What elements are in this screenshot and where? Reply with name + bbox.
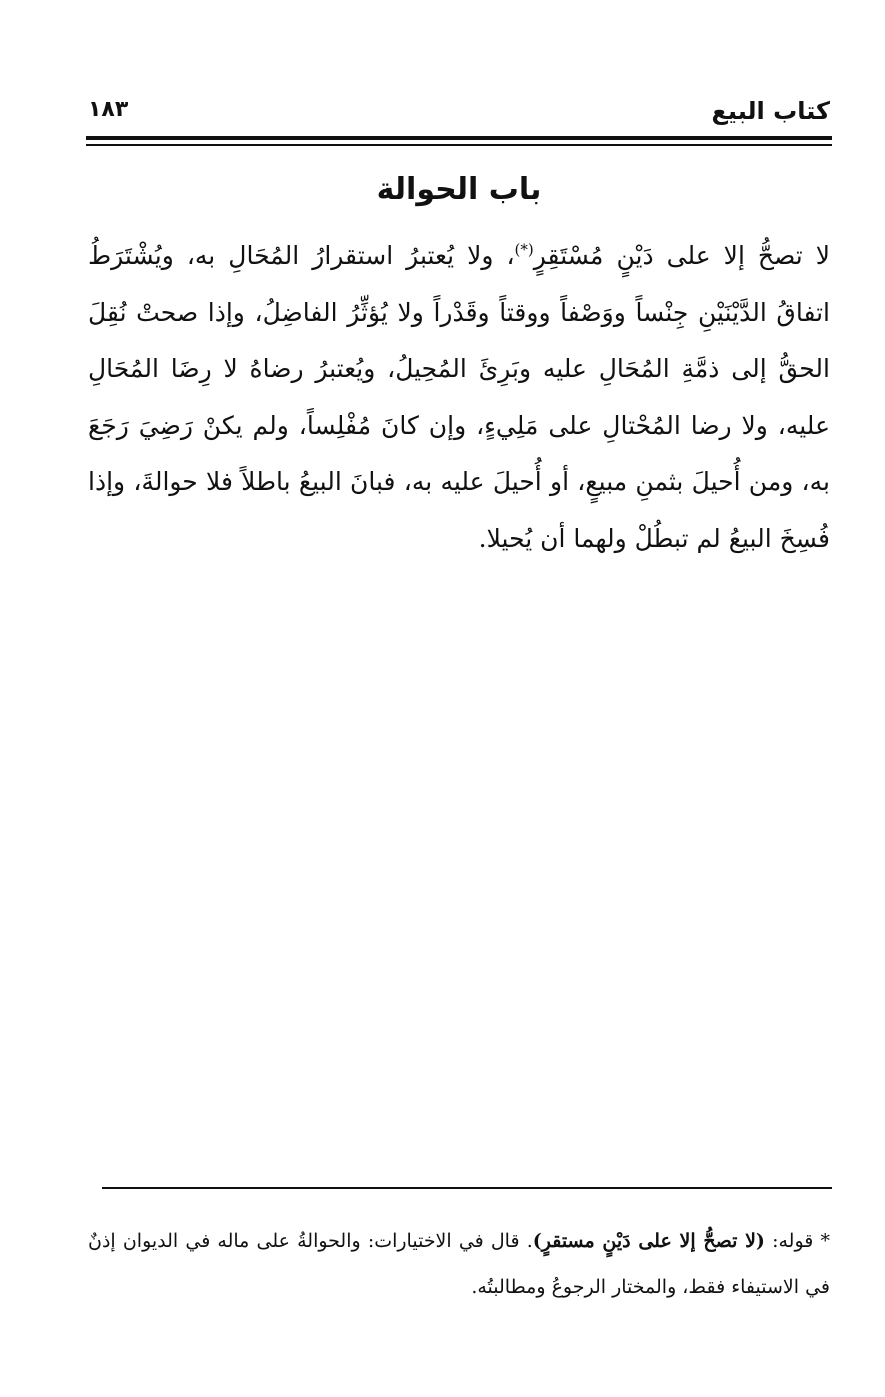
- footnote-marker: *: [820, 1230, 830, 1252]
- footnote: [88, 1218, 830, 1310]
- running-head: [88, 95, 830, 135]
- body-paragraph: [88, 228, 830, 567]
- body-text-part1: لا تصحُّ إلا على دَيْنٍ مُسْتَقِرٍ: [533, 241, 830, 270]
- body-text-part2: ، ولا يُعتبرُ استقرارُ المُحَالِ به، ويُشْتَرَطُ اتفاقُ الدَّيْنَيْنِ جِنْساً ووَصْفاً ووقتاً وقَدْراً ولا يُؤثِّرُ الفاضِلُ، وإذا صحتْ نُقِلَ الحقُّ إلى ذمَّةِ المُحَالِ عليه وبَرِئَ المُحِيلُ، ويُعتبرُ رضاهُ لا رِضَا المُحَالِ عليه، ولا رضا المُحْتالِ على مَلِيءٍ، وإن كانَ مُفْلِساً، ولم يكنْ رَضِيَ رَجَعَ به، ومن أُحيلَ بثمنِ مبيعٍ، أو أُحيلَ عليه به، فبانَ البيعُ باطلاً فلا حوالةَ، وإذا فُسِخَ البيعُ لم تبطُلْ ولهما أن يُحيلا.: [88, 241, 830, 553]
- footnote-separator: [102, 1187, 832, 1189]
- header-rule-thick: [86, 136, 832, 140]
- header-rule-thin: [86, 144, 832, 146]
- footnote-text: . قال في الاختيارات: والحوالةُ على ماله في الديوان إذنٌ في الاستيفاء فقط، والمختار الرجوعُ ومطالبتُه.: [88, 1230, 830, 1298]
- footnote-reference: (*): [514, 240, 534, 259]
- book-title: كتاب البيع: [711, 97, 830, 125]
- page-number: ١٨٣: [88, 97, 129, 122]
- chapter-heading: باب الحوالة: [376, 172, 542, 207]
- footnote-quoted-text: (لا تصحُّ إلا على دَيْنٍ مستقرٍ): [532, 1230, 765, 1252]
- footnote-intro: قوله:: [772, 1230, 814, 1252]
